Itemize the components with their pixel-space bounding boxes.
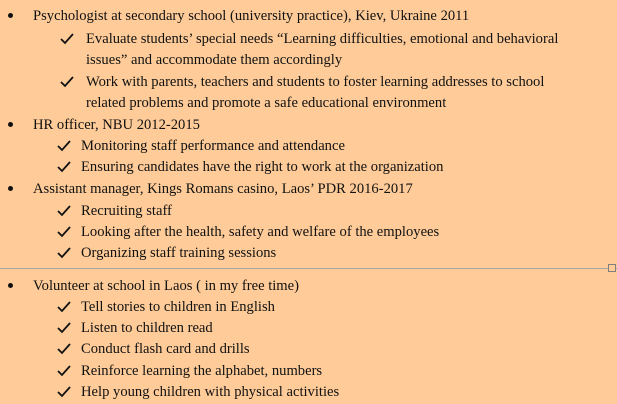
section-heading: Volunteer at school in Laos ( in my free time) bbox=[33, 278, 299, 294]
list-item-text: Reinforce learning the alphabet, numbers bbox=[81, 363, 323, 379]
list-item-text: Work with parents, teachers and students to foster learning addresses to school bbox=[86, 74, 545, 90]
list-item-text: Recruiting staff bbox=[81, 203, 172, 219]
list-item-text: Monitoring staff performance and attendance bbox=[81, 138, 345, 154]
list-item-text: Ensuring candidates have the right to work at the organization bbox=[81, 159, 444, 175]
page-break-line bbox=[0, 268, 617, 269]
checkmark-icon bbox=[57, 157, 73, 178]
list-item-text: Help young children with physical activities bbox=[81, 384, 340, 400]
checkmark-icon bbox=[57, 243, 73, 264]
list-item-text: Listen to children read bbox=[81, 320, 213, 336]
checkmark-icon bbox=[57, 339, 73, 360]
checkmark-icon bbox=[57, 318, 73, 339]
checkmark-icon bbox=[60, 72, 76, 93]
checkmark-icon bbox=[57, 361, 73, 382]
bullet-icon bbox=[8, 122, 13, 127]
checkmark-icon bbox=[57, 297, 73, 318]
bullet-icon bbox=[8, 186, 13, 191]
list-item-text: Looking after the health, safety and welfare of the employees bbox=[81, 224, 440, 240]
section-heading: Psychologist at secondary school (university practice), Kiev, Ukraine 2011 bbox=[33, 8, 470, 24]
list-item-text: Organizing staff training sessions bbox=[81, 245, 277, 261]
checkmark-icon bbox=[57, 201, 73, 222]
list-item-text: Conduct flash card and drills bbox=[81, 341, 250, 357]
list-item-text: Evaluate students’ special needs “Learning difficulties, emotional and behavioral bbox=[86, 31, 559, 47]
checkmark-icon bbox=[57, 382, 73, 403]
section-heading: HR officer, NBU 2012-2015 bbox=[33, 117, 200, 133]
section-heading: Assistant manager, Kings Romans casino, Laos’ PDR 2016-2017 bbox=[33, 181, 413, 197]
list-item-text: related problems and promote a safe educational environment bbox=[86, 95, 447, 111]
bullet-icon bbox=[8, 13, 13, 18]
checkmark-icon bbox=[57, 136, 73, 157]
checkmark-icon bbox=[60, 29, 76, 50]
list-item-text: issues” and accommodate them accordingly bbox=[86, 52, 343, 68]
checkmark-icon bbox=[57, 222, 73, 243]
resize-handle-icon[interactable] bbox=[608, 264, 616, 272]
list-item-text: Tell stories to children in English bbox=[81, 299, 275, 315]
bullet-icon bbox=[8, 283, 13, 288]
